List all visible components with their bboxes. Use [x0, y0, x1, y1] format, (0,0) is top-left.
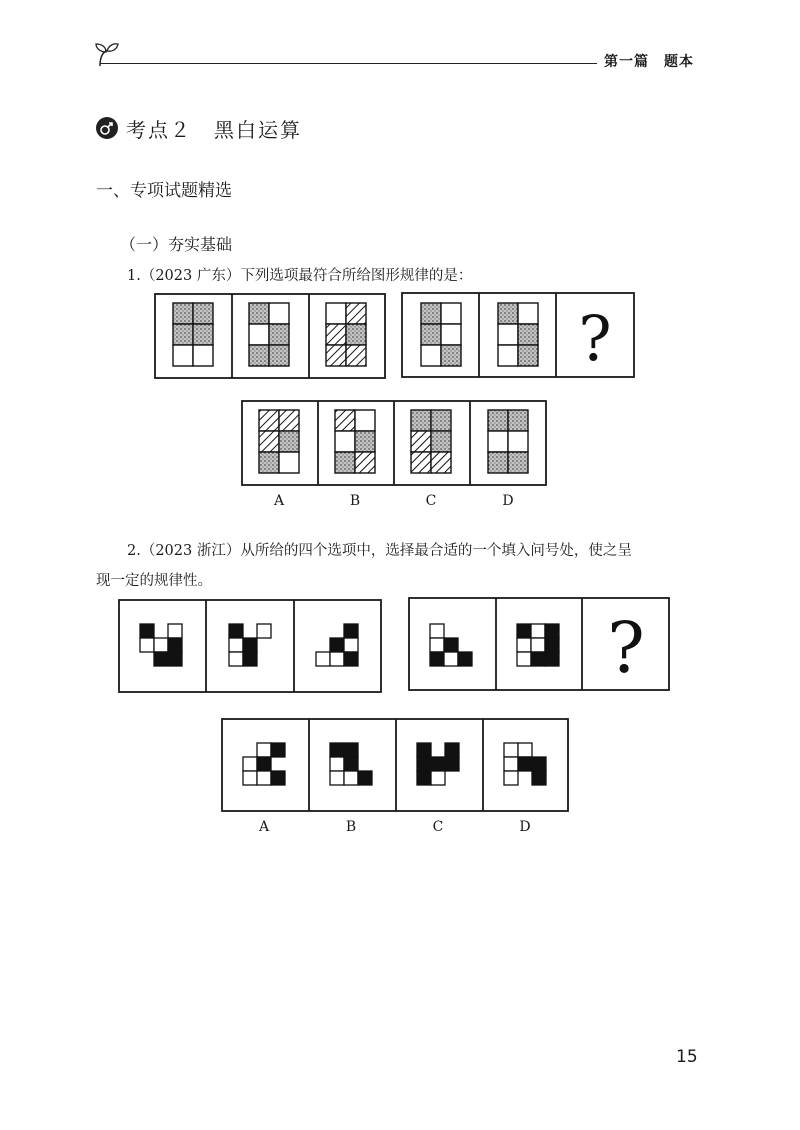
q1-stem-figure-3: [326, 303, 366, 366]
q2-option-d-label: D: [519, 819, 531, 835]
q2-stem-figure-4: [430, 624, 472, 666]
q1-stem-figure-4: [421, 303, 461, 366]
q1-question-mark: ?: [578, 302, 612, 375]
q2-stem-figure-2: [229, 624, 271, 666]
question-2-text-line-2: 现一定的规律性。: [96, 573, 212, 589]
q1-option-c-label: C: [425, 493, 437, 509]
part-title: 一、专项试题精选: [96, 181, 232, 201]
question-1-text: 1.（2023 广东）下列选项最符合所给图形规律的是：: [127, 268, 473, 284]
q1-stem-figure-1: [173, 303, 213, 366]
header-chapter-label: 第一篇 题本: [604, 54, 694, 70]
q2-option-b-figure: [330, 743, 372, 785]
q2-option-c-figure: [417, 743, 459, 785]
q1-option-d-label: D: [502, 493, 514, 509]
q2-stem-figure-3: [316, 624, 358, 666]
q2-option-b-label: B: [345, 819, 357, 835]
q1-option-c-figure: [411, 410, 451, 473]
question-2-text-line-1: 2.（2023 浙江）从所给的四个选项中，选择最合适的一个填入问号处，使之呈: [127, 543, 632, 559]
q1-option-a-label: A: [273, 493, 285, 509]
q2-question-mark: ?: [607, 607, 645, 689]
q2-option-a-figure: [243, 743, 285, 785]
q1-option-b-figure: [335, 410, 375, 473]
section-title: 考点２ 黑白运算: [126, 118, 302, 142]
q2-option-d-figure: [504, 743, 546, 785]
q1-option-d-figure: [488, 410, 528, 473]
q1-option-a-figure: [259, 410, 299, 473]
q1-stem-figure-2: [249, 303, 289, 366]
q2-option-a-label: A: [258, 819, 270, 835]
page-number: 15: [676, 1047, 698, 1067]
q1-option-b-label: B: [349, 493, 361, 509]
q2-option-c-label: C: [432, 819, 444, 835]
q1-stem-figure-5: [498, 303, 538, 366]
subsection-title: （一）夯实基础: [120, 235, 233, 254]
q2-stem-figure-5: [517, 624, 559, 666]
q2-stem-figure-1: [140, 624, 182, 666]
